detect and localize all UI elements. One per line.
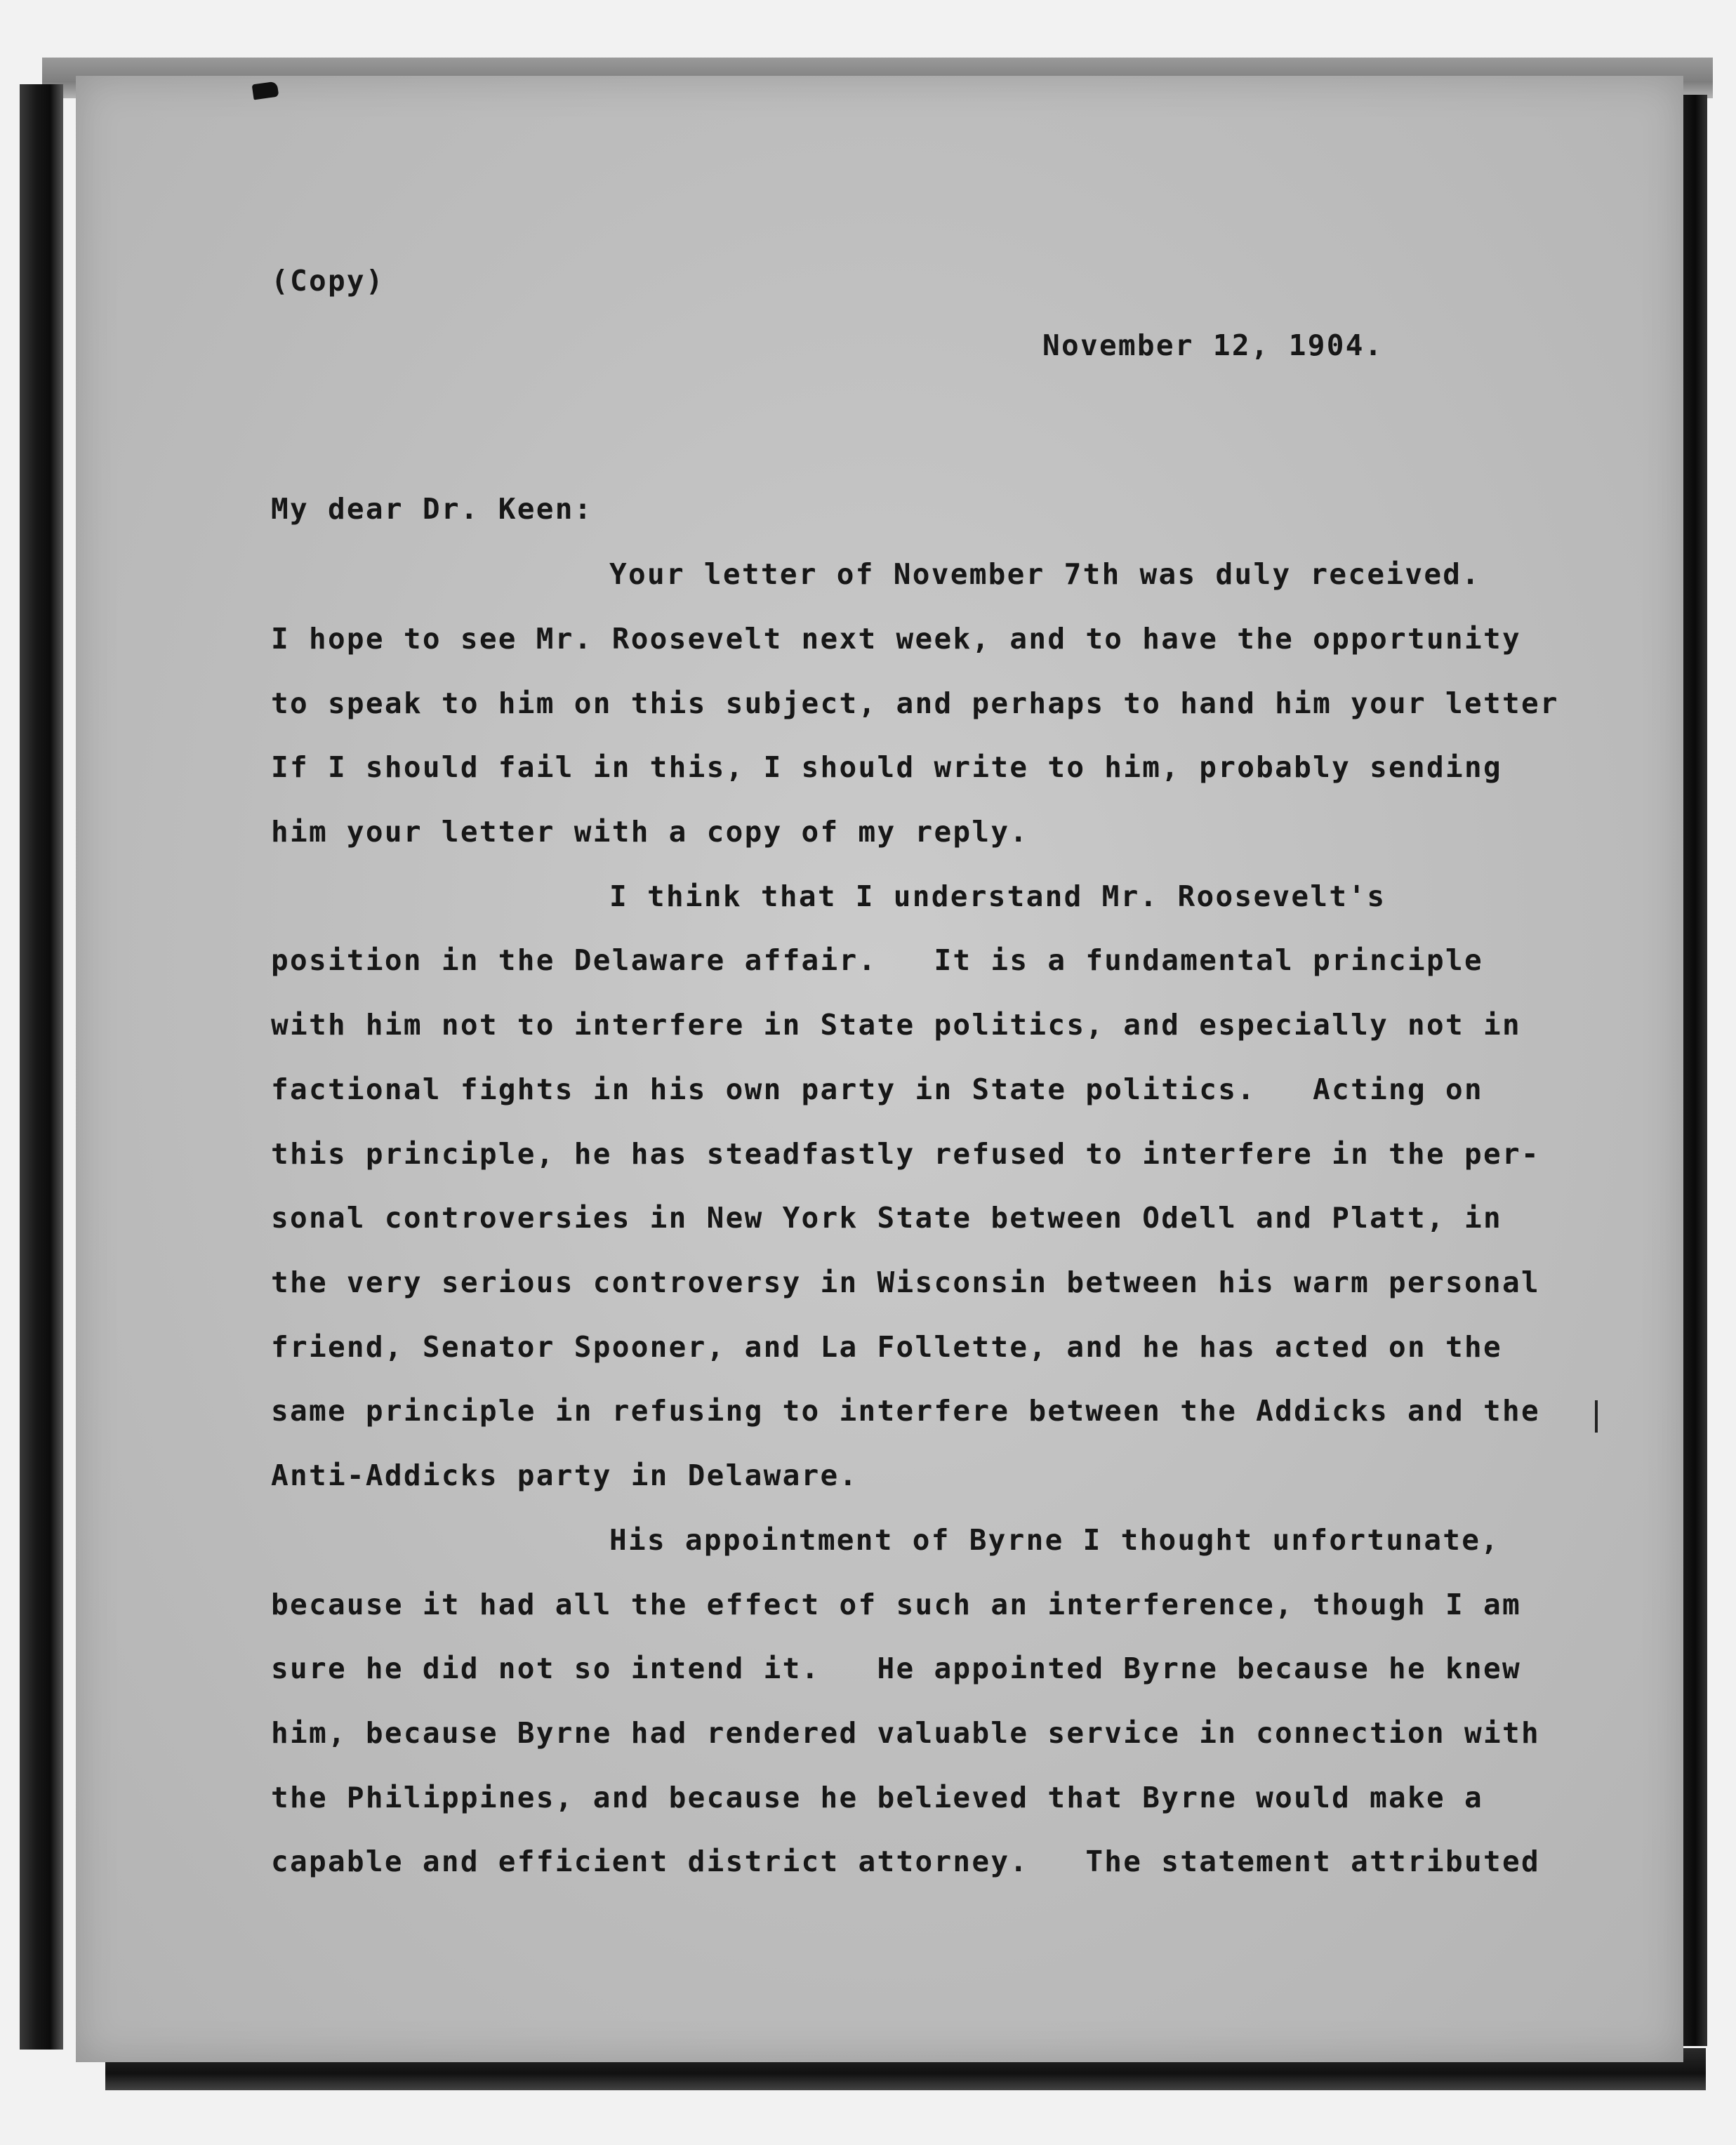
body-line: capable and efficient district attorney. The statement attributed <box>271 1845 1540 1878</box>
body-line: I hope to see Mr. Roosevelt next week, and to have the opportunity <box>271 622 1521 656</box>
body-line: this principle, he has steadfastly refused to interfere in the per- <box>271 1137 1540 1171</box>
body-line: Anti-Addicks party in Delaware. <box>271 1459 859 1492</box>
body-line: If I should fail in this, I should write to him, probably sending <box>271 750 1502 784</box>
body-line: friend, Senator Spooner, and La Follette, and he has acted on the <box>271 1330 1502 1364</box>
body-line: same principle in refusing to interfere between the Addicks and the <box>271 1394 1540 1428</box>
body-line: His appointment of Byrne I thought unfortunate, <box>609 1523 1500 1557</box>
salutation: My dear Dr. Keen: <box>271 492 593 526</box>
left-shadow-edge <box>20 84 63 2050</box>
body-line: him your letter with a copy of my reply. <box>271 815 1029 849</box>
body-line: with him not to interfere in State politics, and especially not in <box>271 1008 1521 1042</box>
margin-mark <box>1595 1400 1598 1433</box>
body-line: the very serious controversy in Wisconsin between his warm personal <box>271 1266 1540 1299</box>
body-line: Your letter of November 7th was duly received. <box>609 557 1481 591</box>
letter-page <box>76 76 1683 2062</box>
body-line: to speak to him on this subject, and perhaps to hand him your letter <box>271 686 1559 720</box>
body-line: sure he did not so intend it. He appointed Byrne because he knew <box>271 1652 1521 1685</box>
body-line: I think that I understand Mr. Roosevelt's <box>609 879 1386 913</box>
body-line: sonal controversies in New York State between Odell and Platt, in <box>271 1201 1502 1235</box>
body-line: him, because Byrne had rendered valuable service in connection with <box>271 1716 1540 1750</box>
body-line: the Philippines, and because he believed that Byrne would make a <box>271 1781 1483 1814</box>
body-line: because it had all the effect of such an interference, though I am <box>271 1588 1521 1621</box>
copy-label: (Copy) <box>271 264 385 298</box>
letter-date: November 12, 1904. <box>1042 328 1384 362</box>
body-line: position in the Delaware affair. It is a fundamental principle <box>271 943 1483 977</box>
body-line: factional fights in his own party in State politics. Acting on <box>271 1072 1483 1106</box>
